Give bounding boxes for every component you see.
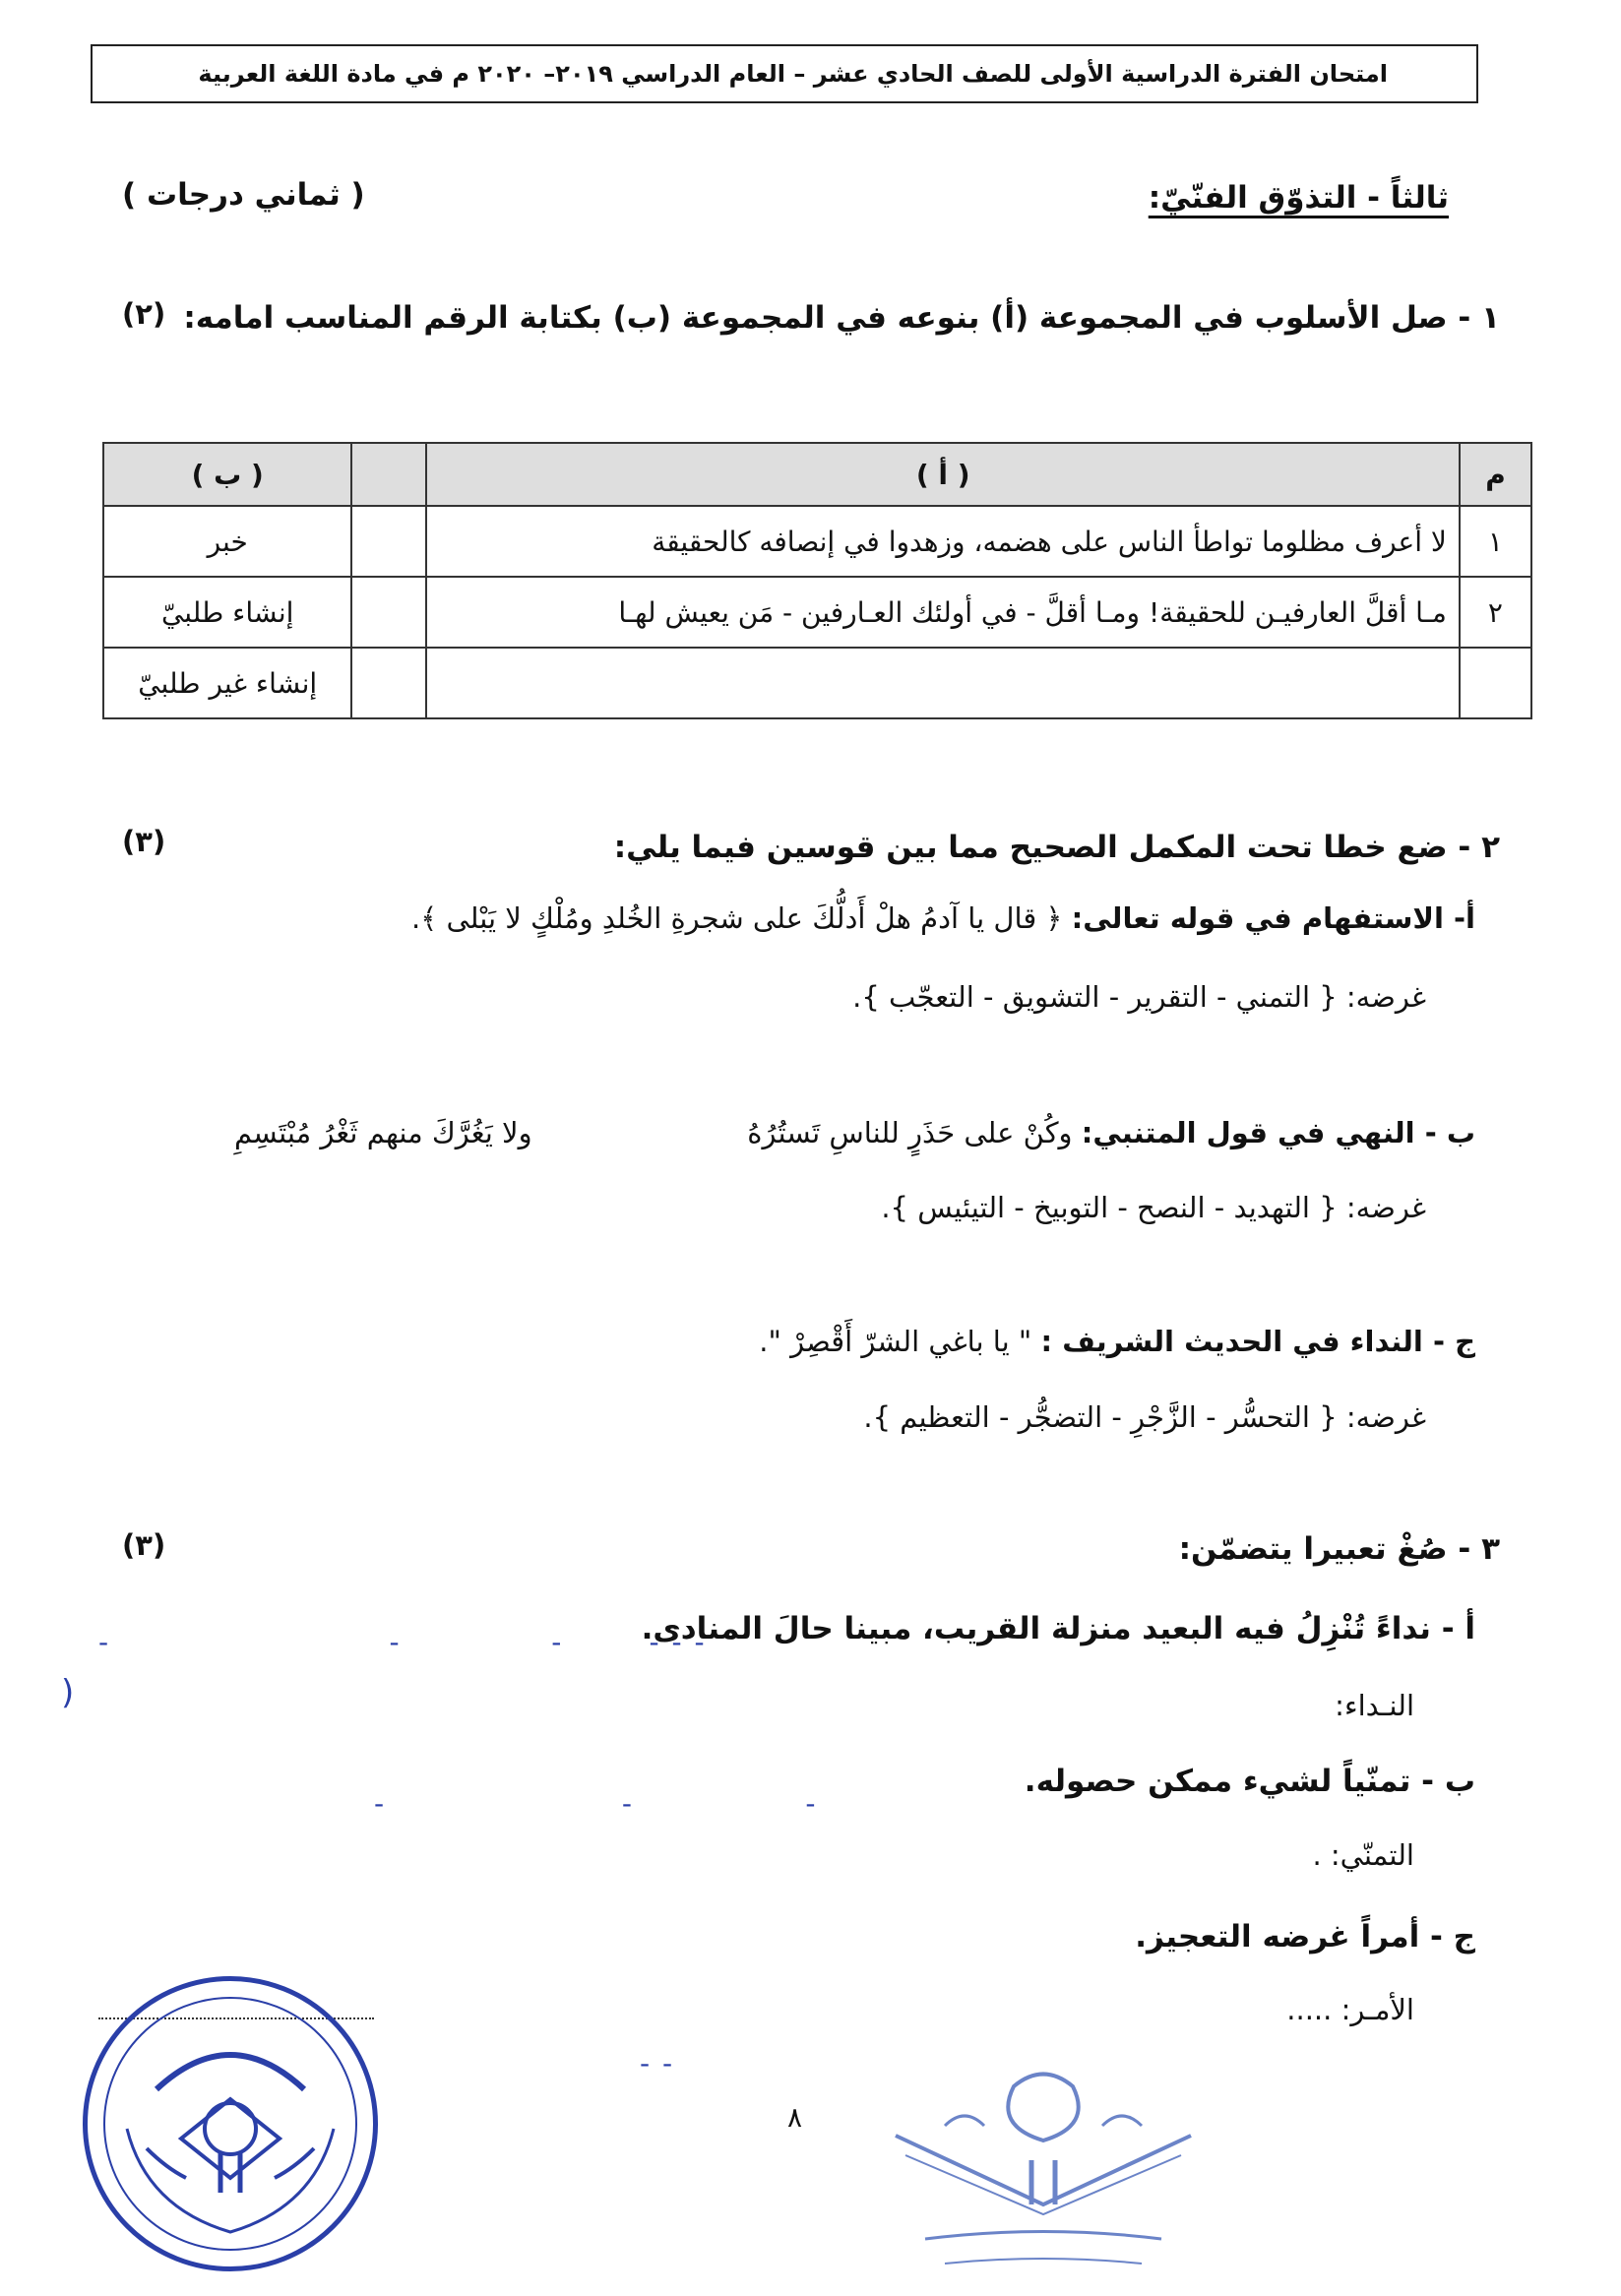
q2b-lead: ب - النهي في قول المتنبي:: [1081, 1116, 1475, 1149]
row-type: إنشاء طلبيّ: [103, 577, 351, 648]
q2c-purpose[interactable]: غرضه: { التحسُّر - الزَّجْرِ - التضجُّر - التعظيم }.: [863, 1400, 1426, 1434]
q1-points: (٢): [122, 297, 166, 331]
table-row: [103, 577, 1531, 648]
q2b-purpose[interactable]: غرضه: { التهديد - النصح - التوبيخ - التيئيس }.: [881, 1191, 1426, 1224]
q3-points: (٣): [122, 1528, 166, 1562]
header-blank: [351, 443, 426, 506]
control-stamp: [83, 1976, 378, 2271]
matching-table: [102, 442, 1532, 719]
table-header-row: [103, 443, 1531, 506]
header-group-a: ( أ ): [426, 443, 1459, 506]
row-style: لا أعرف مظلوما تواطأ الناس على هضمه، وزهدوا في إنصافه كالحقيقة: [426, 506, 1459, 577]
q3b-prompt: ب - تمنّياً لشيء ممكن حصوله.: [1024, 1764, 1475, 1799]
section-title: ثالثاً - التذوّق الفنّيّ:: [1148, 180, 1449, 216]
q3c-label[interactable]: الأمـر: .....: [1286, 1993, 1414, 2026]
answer-cell[interactable]: [351, 506, 426, 577]
q2b-verse2: ولا يَغُرَّكَ منهم ثَغْرُ مُبْتَسِمِ: [234, 1116, 532, 1149]
q3a-faint-marks: ‐ ‐ ‐ ‐ ‐ ‐: [98, 1626, 707, 1658]
answer-cell[interactable]: [351, 577, 426, 648]
q3a-prompt: أ - نداءً تُنْزِلُ فيه البعيد منزلة القريب، مبينا حالَ المنادى.: [641, 1611, 1475, 1646]
control-stamp-graphic: [88, 1981, 373, 2266]
header-group-b: ( ب ): [103, 443, 351, 506]
row-number: ١: [1460, 506, 1531, 577]
q2b-item: [747, 1116, 1475, 1149]
q3c-prompt: ج - أمراً غرضه التعجيز.: [1135, 1919, 1475, 1955]
q2c-item: [759, 1325, 1475, 1358]
q2a-lead: أ- الاستفهام في قوله تعالى:: [1071, 901, 1475, 935]
q2-points: (٣): [122, 825, 166, 858]
q3a-label[interactable]: النـداء:: [1335, 1689, 1414, 1722]
table-row: [103, 506, 1531, 577]
q3a-bracket-mark: (: [61, 1673, 75, 1712]
q2c-quote: " يا باغي الشرّ أَقْصِرْ ".: [759, 1325, 1032, 1358]
q2a-item: [411, 901, 1475, 935]
q3-text: ٣ - صُغْ تعبيرا يتضمّن:: [1178, 1531, 1500, 1567]
page-number: ٨: [787, 2101, 803, 2134]
q3b-label[interactable]: التمنّي: .: [1312, 1838, 1414, 1872]
answer-cell[interactable]: [351, 648, 426, 718]
q3c-faint-marks: ‐ ‐: [640, 2047, 675, 2079]
q2a-purpose[interactable]: غرضه: { التمني - التقرير - التشويق - التعجّب }.: [852, 980, 1426, 1014]
q2c-lead: ج - النداء في الحديث الشريف :: [1040, 1325, 1475, 1358]
q2a-quote: ﴿ قال يا آدمُ هلْ أَدلُّكَ على شجرةِ الخُلدِ ومُلْكٍ لا يَبْلى ﴾.: [411, 901, 1063, 935]
row-type: إنشاء غير طلبيّ: [103, 648, 351, 718]
q3b-faint-marks: ‐ ‐ ‐: [374, 1787, 818, 1820]
header-m: م: [1460, 443, 1531, 506]
section-marks: ( ثماني درجات ): [122, 177, 365, 213]
ministry-stamp: [866, 2067, 1220, 2283]
row-number: ٢: [1460, 577, 1531, 648]
row-type: خبر: [103, 506, 351, 577]
exam-header-title: امتحان الفترة الدراسية الأولى للصف الحادي عشر – العام الدراسي ٢٠١٩– ٢٠٢٠ م في مادة اللغة العربية: [198, 60, 1388, 88]
exam-header: [91, 44, 1478, 103]
ministry-stamp-graphic: [866, 2067, 1220, 2283]
table-row: [103, 648, 1531, 718]
q2-text: ٢ - ضع خطا تحت المكمل الصحيح مما بين قوسين فيما يلي:: [613, 830, 1500, 865]
row-style: [426, 648, 1459, 718]
row-number: [1460, 648, 1531, 718]
row-style: مـا أقلَّ العارفيـن للحقيقة! ومـا أقلَّ - في أولئك العـارفين - مَن يعيش لهـا: [426, 577, 1459, 648]
q2b-verse1: وكُنْ على حَذَرٍ للناسِ تَستُرُهُ: [747, 1116, 1073, 1149]
q1-text: ١ - صل الأسلوب في المجموعة (أ) بنوعه في المجموعة (ب) بكتابة الرقم المناسب امامه:: [183, 300, 1500, 336]
